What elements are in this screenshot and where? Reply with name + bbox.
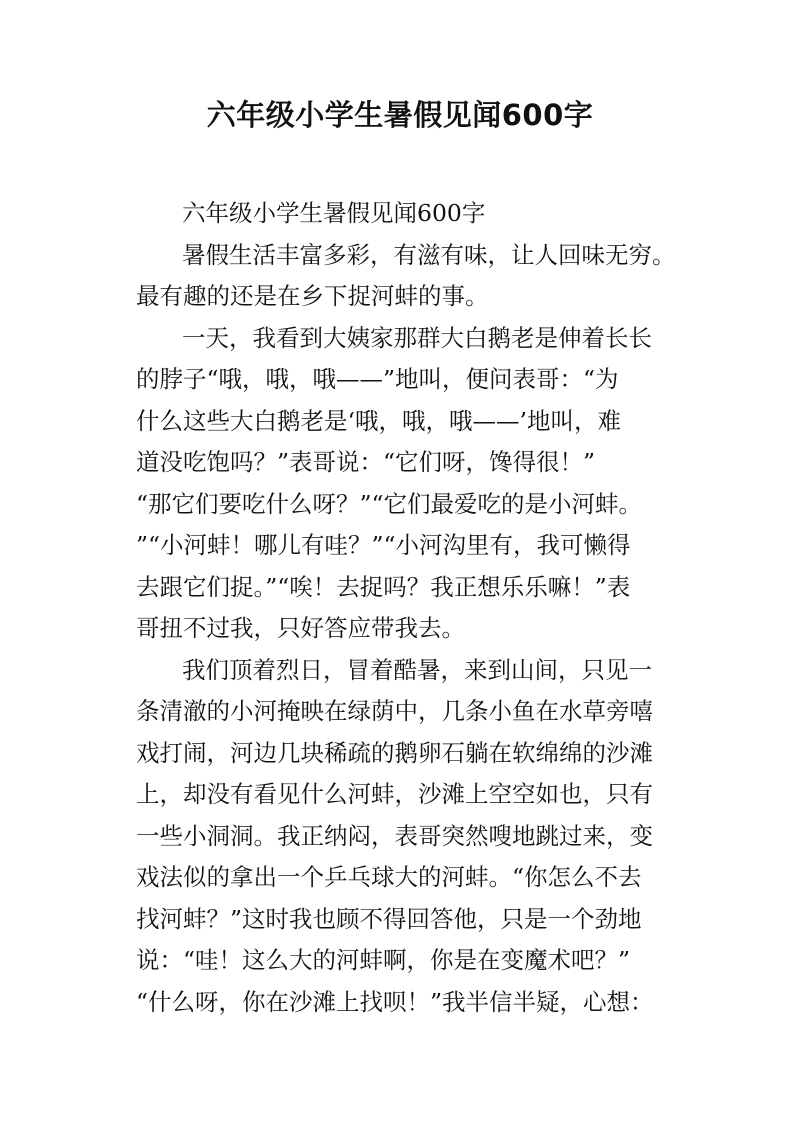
- text-line: 一天，我看到大姨家那群大白鹅老是伸着长长: [182, 323, 652, 352]
- text-line: 道没吃饱吗？”表哥说：“它们呀，馋得很！”: [136, 448, 596, 476]
- text-line: 我们顶着烈日，冒着酷暑，来到山间，只见一: [182, 655, 652, 684]
- text-line: ”“小河蚌！哪儿有哇？”“小河沟里有，我可懒得: [136, 531, 631, 559]
- text-line: 条清澈的小河掩映在绿荫中，几条小鱼在水草旁嘻: [136, 697, 653, 725]
- text-line: 说：“哇！这么大的河蚌啊，你是在变魔术吧？”: [136, 946, 631, 974]
- document-title: 六年级小学生暑假见闻600字: [206, 98, 594, 132]
- text-line: 去跟它们捉。”“唉！去捉吗？我正想乐乐嘛！”表: [136, 572, 631, 601]
- text-line: “那它们要吃什么呀？”“它们最爱吃的是小河蚌。: [136, 489, 643, 518]
- text-line: 最有趣的还是在乡下捉河蚌的事。: [136, 282, 489, 310]
- text-line: 戏法似的拿出一个乒乓球大的河蚌。“你怎么不去: [136, 863, 642, 891]
- text-line: 的脖子“哦，哦，哦——”地叫，便问表哥：“为: [136, 365, 619, 393]
- document-body: [136, 193, 688, 1023]
- text-line: 找河蚌？”这时我也顾不得回答他，只是一个劲地: [136, 904, 642, 933]
- text-line: 一些小洞洞。我正纳闷，表哥突然嗖地跳过来，变: [136, 821, 653, 850]
- text-line: “什么呀，你在沙滩上找呗！”我半信半疑，心想：: [136, 987, 654, 1016]
- text-line: 暑假生活丰富多彩，有滋有味，让人回味无穷。: [182, 240, 676, 269]
- text-line: 上，却没有看见什么河蚌，沙滩上空空如也，只有: [136, 780, 653, 808]
- text-line: 哥扭不过我，只好答应带我去。: [136, 614, 465, 642]
- text-line: 什么这些大白鹅老是‘哦，哦，哦——’地叫，难: [136, 406, 621, 435]
- text-line: 六年级小学生暑假见闻600字: [182, 199, 486, 227]
- text-line: 戏打闹，河边几块稀疏的鹅卵石躺在软绵绵的沙滩: [136, 738, 653, 767]
